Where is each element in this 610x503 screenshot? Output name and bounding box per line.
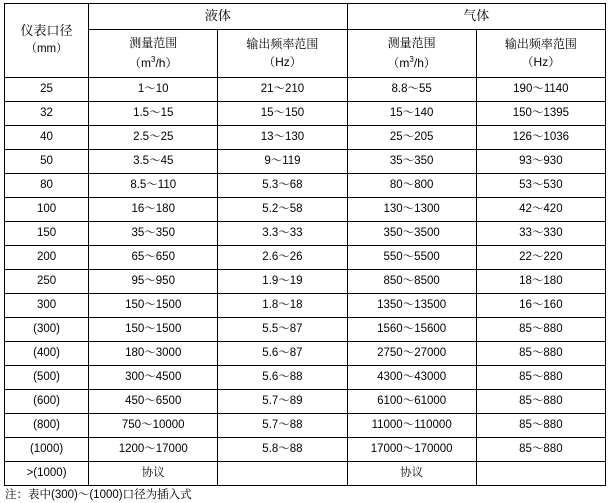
header-group-gas: 气体 <box>347 4 605 30</box>
liquid-freq-cell: 1.9～19 <box>218 270 347 294</box>
gas-freq-cell: 42～420 <box>476 198 605 222</box>
diameter-cell: 32 <box>5 102 89 126</box>
gas-range-cell: 11000～110000 <box>347 414 476 438</box>
gas-freq-cell: 22～220 <box>476 246 605 270</box>
gas-range-cell: 1560～15600 <box>347 318 476 342</box>
diameter-cell: 150 <box>5 222 89 246</box>
table-row <box>5 78 606 102</box>
table-row <box>5 174 606 198</box>
liquid-range-cell: 750～10000 <box>89 414 218 438</box>
table-row <box>5 198 606 222</box>
header-liquid-freq-line2: （Hz） <box>263 54 302 69</box>
liquid-freq-cell: 5.5～87 <box>218 318 347 342</box>
table-row <box>5 414 606 438</box>
header-gas-range-line2: $(m^3/h)$ <box>387 54 436 70</box>
gas-freq-cell: 85～880 <box>476 366 605 390</box>
header-group-liquid: 液体 <box>89 4 347 30</box>
liquid-range-cell: 150～1500 <box>89 318 218 342</box>
gas-range-cell: 4300～43000 <box>347 366 476 390</box>
gas-range-cell: 8.8～55 <box>347 78 476 102</box>
header-liquid-freq <box>218 30 347 78</box>
liquid-range-cell: 95～950 <box>89 270 218 294</box>
table-row <box>5 126 606 150</box>
header-gas-freq <box>476 30 605 78</box>
liquid-freq-cell: 5.7～89 <box>218 390 347 414</box>
table-row <box>5 294 606 318</box>
liquid-range-cell: 1.5～15 <box>89 102 218 126</box>
liquid-range-cell: 300～4500 <box>89 366 218 390</box>
header-liquid-freq-line1: 输出频率范围 <box>246 36 319 51</box>
liquid-freq-cell: 15～150 <box>218 102 347 126</box>
gas-range-cell: 25～205 <box>347 126 476 150</box>
table-row <box>5 318 606 342</box>
liquid-freq-cell: 5.6～88 <box>218 366 347 390</box>
header-row-subcolumns <box>5 30 606 78</box>
gas-freq-cell: 85～880 <box>476 390 605 414</box>
gas-freq-cell: 126～1036 <box>476 126 605 150</box>
table-note: 注：表中(300)～(1000)口径为插入式 <box>5 489 192 501</box>
diameter-cell: 80 <box>5 174 89 198</box>
gas-freq-cell: 16～160 <box>476 294 605 318</box>
gas-range-cell: 130～1300 <box>347 198 476 222</box>
liquid-range-cell: 65～650 <box>89 246 218 270</box>
gas-freq-cell: 85～880 <box>476 438 605 462</box>
table-row <box>5 150 606 174</box>
header-row-groups <box>5 4 606 30</box>
table-row <box>5 390 606 414</box>
table-body <box>5 78 606 486</box>
header-liquid-range <box>89 30 218 78</box>
liquid-freq-cell: 5.2～58 <box>218 198 347 222</box>
table-row <box>5 462 606 486</box>
liquid-range-cell: 2.5～25 <box>89 126 218 150</box>
gas-range-cell: 350～3500 <box>347 222 476 246</box>
gas-range-cell: 17000～170000 <box>347 438 476 462</box>
gas-freq-cell: 53～530 <box>476 174 605 198</box>
flowmeter-spec-table <box>4 3 606 486</box>
liquid-range-cell: 16～180 <box>89 198 218 222</box>
liquid-freq-cell: 3.3～33 <box>218 222 347 246</box>
gas-range-cell: 35～350 <box>347 150 476 174</box>
liquid-freq-cell: 1.8～18 <box>218 294 347 318</box>
gas-freq-cell: 190～1140 <box>476 78 605 102</box>
table-row <box>5 246 606 270</box>
diameter-cell: (600) <box>5 390 89 414</box>
liquid-range-cell: 协议 <box>89 462 218 486</box>
liquid-freq-cell: 13～130 <box>218 126 347 150</box>
gas-range-cell: 80～800 <box>347 174 476 198</box>
header-gas-freq-line1: 输出频率范围 <box>504 36 577 51</box>
gas-freq-cell: 85～880 <box>476 414 605 438</box>
table-row <box>5 438 606 462</box>
diameter-cell: 200 <box>5 246 89 270</box>
liquid-freq-cell: 9～119 <box>218 150 347 174</box>
gas-range-cell: 850～8500 <box>347 270 476 294</box>
gas-range-cell: 550～5500 <box>347 246 476 270</box>
liquid-freq-cell: 5.8～88 <box>218 438 347 462</box>
liquid-range-cell: 1～10 <box>89 78 218 102</box>
diameter-cell: (300) <box>5 318 89 342</box>
liquid-freq-cell <box>218 462 347 486</box>
header-diameter-unit: （mm） <box>25 43 68 56</box>
header-diameter-label: 仪表口径 <box>20 23 73 39</box>
diameter-cell: 100 <box>5 198 89 222</box>
gas-range-cell: 2750～27000 <box>347 342 476 366</box>
liquid-freq-cell: 21～210 <box>218 78 347 102</box>
gas-range-cell: 协议 <box>347 462 476 486</box>
header-gas-range-line1: 测量范围 <box>387 35 436 50</box>
liquid-freq-cell: 5.7～88 <box>218 414 347 438</box>
diameter-cell: 25 <box>5 78 89 102</box>
gas-freq-cell: 18～180 <box>476 270 605 294</box>
gas-freq-cell: 150～1395 <box>476 102 605 126</box>
diameter-cell: (400) <box>5 342 89 366</box>
liquid-range-cell: 180～3000 <box>89 342 218 366</box>
diameter-cell: (500) <box>5 366 89 390</box>
gas-freq-cell: 33～330 <box>476 222 605 246</box>
diameter-cell: 300 <box>5 294 89 318</box>
gas-range-cell: 1350～13500 <box>347 294 476 318</box>
liquid-range-cell: 150～1500 <box>89 294 218 318</box>
header-liquid-range-line2: $(m^3/h)$ <box>128 54 178 70</box>
liquid-range-cell: 3.5～45 <box>89 150 218 174</box>
diameter-cell: 40 <box>5 126 89 150</box>
header-diameter <box>5 4 89 78</box>
liquid-freq-cell: 5.6～87 <box>218 342 347 366</box>
liquid-range-cell: 8.5～110 <box>89 174 218 198</box>
table-row <box>5 222 606 246</box>
liquid-range-cell: 1200～17000 <box>89 438 218 462</box>
liquid-range-cell: 35～350 <box>89 222 218 246</box>
gas-freq-cell: 85～880 <box>476 318 605 342</box>
liquid-freq-cell: 2.6～26 <box>218 246 347 270</box>
header-gas-freq-line2: （Hz） <box>521 54 561 69</box>
gas-freq-cell <box>476 462 605 486</box>
diameter-cell: (1000) <box>5 438 89 462</box>
diameter-cell: 50 <box>5 150 89 174</box>
gas-freq-cell: 93～930 <box>476 150 605 174</box>
table-row <box>5 366 606 390</box>
table-row <box>5 270 606 294</box>
diameter-cell: (800) <box>5 414 89 438</box>
table-row <box>5 342 606 366</box>
gas-freq-cell: 85～880 <box>476 342 605 366</box>
liquid-range-cell: 450～6500 <box>89 390 218 414</box>
gas-range-cell: 15～140 <box>347 102 476 126</box>
liquid-freq-cell: 5.3～68 <box>218 174 347 198</box>
table-header <box>5 4 606 78</box>
header-gas-range <box>347 30 476 78</box>
gas-range-cell: 6100～61000 <box>347 390 476 414</box>
table-row <box>5 102 606 126</box>
diameter-cell: >(1000) <box>5 462 89 486</box>
diameter-cell: 250 <box>5 270 89 294</box>
header-liquid-range-line1: 测量范围 <box>129 35 178 50</box>
